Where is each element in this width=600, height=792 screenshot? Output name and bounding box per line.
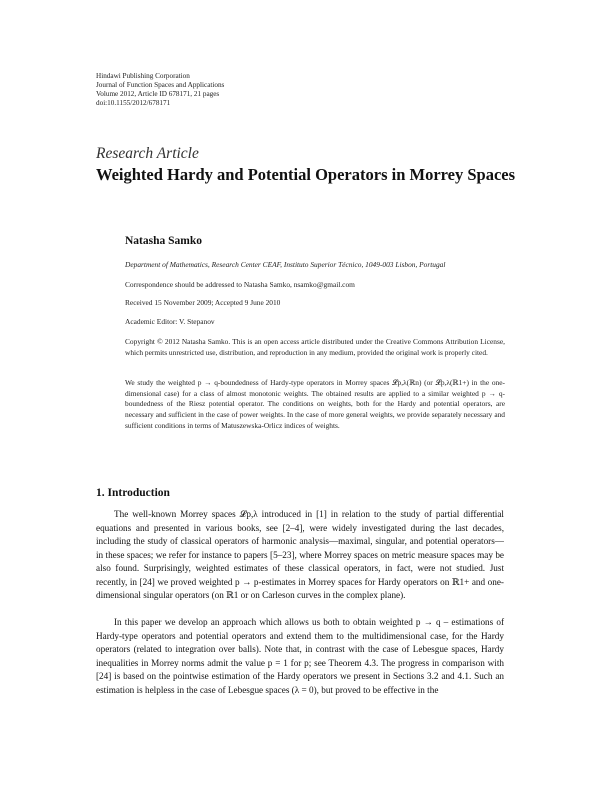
- affiliation: Department of Mathematics, Research Center CEAF, Instituto Superior Técnico, 1049-003 Lisbon, Portugal: [125, 260, 446, 269]
- author-name: Natasha Samko: [125, 235, 203, 247]
- article-type: Research Article: [96, 145, 199, 162]
- article-title: Weighted Hardy and Potential Operators in Morrey Spaces: [96, 165, 516, 184]
- intro-paragraph-1: [96, 508, 504, 603]
- received-accepted-dates: Received 15 November 2009; Accepted 9 June 2010: [125, 298, 281, 307]
- abstract: We study the weighted p → q-boundedness of Hardy-type operators in Morrey spaces 𝓛p,λ(ℝn) (or 𝓛p,λ(ℝ1+) in the one-dimensional case) for a class of almost monotonic weights. The obtained results are applied to a similar weighted p → q-boundedness of the Riesz potential operator. The conditions on weights, both for the Hardy and potential operators, are necessary and sufficient in the case of power weights. In the case of more general weights, we provide separately necessary and sufficient conditions in terms of Matuszewska-Orlicz indices of weights.: [125, 378, 505, 430]
- intro-paragraph-2: [96, 616, 504, 697]
- doi-line: doi:10.1155/2012/678171: [96, 99, 171, 107]
- correspondence: Correspondence should be addressed to Natasha Samko, nsamko@gmail.com: [125, 280, 355, 289]
- copyright-notice: Copyright © 2012 Natasha Samko. This is an open access article distributed under the Creative Commons Attribution License, which permits unrestricted use, distribution, and reproduction in any medium, provided the original work is properly cited.: [125, 337, 505, 357]
- volume-line: Volume 2012, Article ID 678171, 21 pages: [96, 90, 220, 98]
- intro-paragraph-1-text: The well-known Morrey spaces 𝓛p,λ introduced in [1] in relation to the study of partial differential equations and presented in various books, see [2–4], were widely investigated during the last decades, including the study of classical operators of harmonic analysis—maximal, singular, and potential operators—in these spaces; we refer for instance to papers [5–23], where Morrey spaces on metric measure spaces may be also found. Surprisingly, weighted estimates of these classical operators, in fact, were not studied. Just recently, in [24] we proved weighted p → p-estimates in Morrey spaces for Hardy operators on ℝ1+ and one-dimensional singular operators (on ℝ1 or on Carleson curves in the complex plane).: [96, 509, 504, 600]
- academic-editor: Academic Editor: V. Stepanov: [125, 317, 215, 326]
- publisher-line: Hindawi Publishing Corporation: [96, 72, 190, 80]
- journal-line: Journal of Function Spaces and Applications: [96, 81, 225, 89]
- journal-header: [96, 72, 224, 108]
- section-heading: 1. Introduction: [96, 487, 170, 499]
- intro-paragraph-2-text: In this paper we develop an approach which allows us both to obtain weighted p → q – estimations of Hardy-type operators and potential operators and extend them to the multidimensional case, for the Hardy operators (related to integration over balls). Note that, in contrast with the case of Lebesgue spaces, Hardy inequalities in Morrey norms admit the value p = 1 for p; see Theorem 4.3. The progress in comparison with [24] is based on the pointwise estimation of the Hardy operators we present in Sections 3.2 and 4.1. Such an estimation is helpless in the case of Lebesgue spaces (λ = 0), but proved to be effective in the: [96, 617, 504, 695]
